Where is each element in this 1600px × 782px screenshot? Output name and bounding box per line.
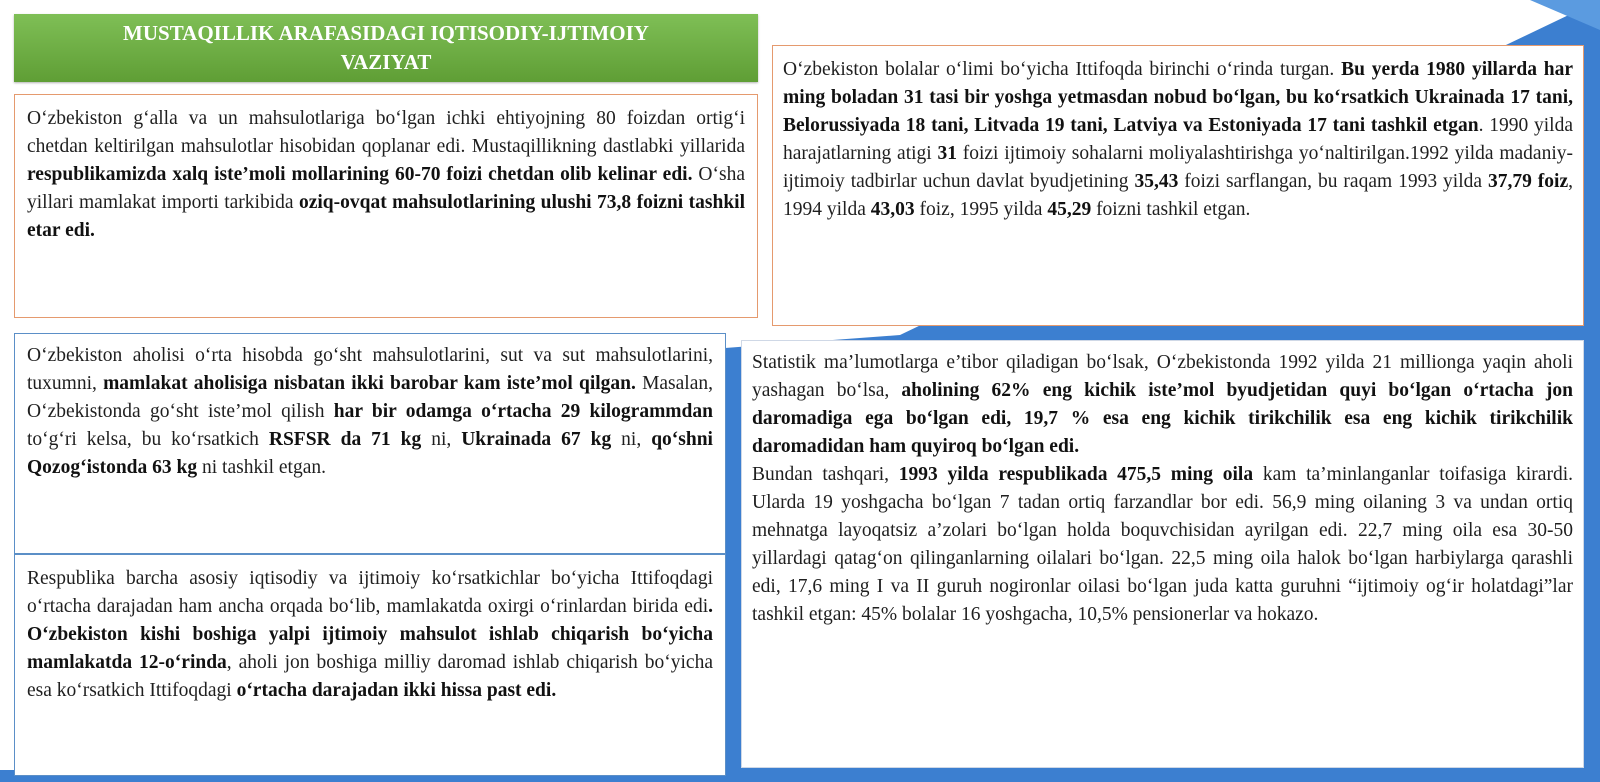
text-run: O‘zbekiston g‘alla va un mahsulotlariga bo‘lgan ichki ehtiyojning 80 foizdan ortig‘i chetdan keltirilgan mahsulotlar hisobidan qoplanar edi. Mustaqillikning dastlabki yillarida xyxy=(27,108,745,157)
statistics-paragraph-1 xyxy=(752,349,1573,461)
economic-indicators-textbox xyxy=(14,554,726,776)
bold-run: Ukrainada 67 kg xyxy=(461,429,612,450)
text-run: , 1994 yilda xyxy=(783,171,1573,220)
text-run: Bundan tashqari, xyxy=(752,464,899,485)
text-run: . 1990 yilda harajatlarning atigi xyxy=(783,115,1573,164)
bold-run: 35,43 xyxy=(1134,171,1179,192)
slide-title xyxy=(56,19,716,77)
bold-run: Bu yerda 1980 yillarda har ming boladan 31 tasi bir yoshga yetmasdan nobud bo‘lgan, bu ko‘rsatkich Ukrainada 17 tani, Belorussiyada 18 tani, Litvada 19 tani, Latviya va Estoniyada 17 tani tashkil etgan xyxy=(783,59,1573,136)
text-run: Statistik ma’lumotlarga e’tibor qiladigan bo‘lsak, O‘zbekistonda 1992 yilda 21 millionga yaqin aholi yashagan bo‘lsa, xyxy=(752,352,1573,401)
text-run: kam ta’minlanganlar toifasiga kirardi. Ularda 19 yoshgacha bo‘lgan 7 tadan ortiq farzandlar bor edi. 56,9 ming oilaning 3 va undan ortiq mehnatga layoqatsiz a’zolari bo‘lgan holda boquvchisidan ayrilgan edi. 22,7 ming oila esa 30-50 yillardagi qatag‘on qilinganlarning oilalari bo‘lgan. 22,5 ming oila halok bo‘lgan harbiylarga qarashli edi, 17,6 ming I va II guruh nogironlar oilasi bo‘lgan juda katta guruhni “ijtimoiy og‘ir holatdagi”lar tashkil etgan: 45% bolalar 16 yoshgacha, 10,5% pensionerlar va hokazo. xyxy=(752,464,1573,625)
bold-run: 45,29 xyxy=(1047,199,1092,220)
grain-import-textbox xyxy=(14,94,758,318)
grain-import-paragraph xyxy=(27,105,745,245)
bold-run: RSFSR da 71 kg xyxy=(268,429,422,450)
bold-run: respublikamizda xalq iste’moli mollarining 60-70 foizi chetdan olib kelinar edi. xyxy=(27,164,693,185)
text-run: foiz, 1995 yilda xyxy=(914,199,1048,220)
bold-run: 31 xyxy=(937,143,957,164)
child-mortality-textbox xyxy=(772,45,1584,326)
bold-run: 1993 yilda respublikada 475,5 ming oila xyxy=(898,464,1254,485)
text-run: O‘sha yillari mamlakat importi tarkibida xyxy=(27,164,745,213)
text-run: ni, xyxy=(611,429,652,450)
statistics-textbox xyxy=(741,340,1584,768)
text-run: ni tashkil etgan. xyxy=(197,457,327,478)
text-run: foizi sarflangan, bu raqam 1993 yilda xyxy=(1178,171,1488,192)
text-run: O‘zbekiston aholisi o‘rta hisobda go‘sht mahsulotlarini, sut va sut mahsulotlarini, tuxumni, xyxy=(27,345,713,394)
bold-run: mamlakat aholisiga nisbatan ikki barobar kam iste’mol qilgan. xyxy=(103,373,636,394)
bold-run: 37,79 foiz xyxy=(1487,171,1569,192)
bold-run: qo‘shni Qozog‘istonda 63 kg xyxy=(27,429,713,478)
slide-title-line1: MUSTAQILLIK ARAFASIDAGI IQTISODIY-IJTIMOIY xyxy=(123,21,649,45)
text-run: , aholi jon boshiga milliy daromad ishlab chiqarish bo‘yicha esa ko‘rsatkich Ittifoqdagi xyxy=(27,652,713,701)
text-run: foizi ijtimoiy sohalarni moliyalashtirishga yo‘naltirilgan.1992 yilda madaniy-ijtimoiy tadbirlar uchun davlat byudjetining xyxy=(783,143,1573,192)
bold-run: oziq-ovqat mahsulotlarining ulushi 73,8 foizni tashkil etar edi. xyxy=(27,192,745,241)
text-run: foizni tashkil etgan. xyxy=(1091,199,1251,220)
bold-run: . O‘zbekiston kishi boshiga yalpi ijtimoiy mahsulot ishlab chiqarish bo‘yicha mamlakatda 12-o‘rinda xyxy=(27,596,713,673)
statistics-paragraph-2 xyxy=(752,461,1573,629)
text-run: to‘g‘ri kelsa, bu ko‘rsatkich xyxy=(27,429,269,450)
text-run: Masalan, O‘zbekistonda go‘sht iste’mol qilish xyxy=(27,373,714,422)
meat-consumption-textbox xyxy=(14,333,726,554)
bold-run: o‘rtacha darajadan ikki hissa past edi. xyxy=(236,680,557,701)
text-run: Respublika barcha asosiy iqtisodiy va ijtimoiy ko‘rsatkichlar bo‘yicha Ittifoqdagi o‘rtacha darajadan ham ancha orqada bo‘lib, mamlakatda oxirgi o‘rinlardan birida edi xyxy=(27,568,713,617)
slide-title-banner xyxy=(14,14,758,82)
bold-run: aholining 62% eng kichik iste’mol byudjetidan quyi bo‘lgan o‘rtacha jon daromadiga ega bo‘lgan edi, 19,7 % esa eng kichik tirikchilik esa eng kichik tirikchilik daromadidan ham quyiroq bo‘lgan edi. xyxy=(752,380,1573,457)
economic-indicators-paragraph xyxy=(27,565,713,705)
bold-run: 43,03 xyxy=(870,199,915,220)
child-mortality-paragraph xyxy=(783,56,1573,224)
slide-title-line2: VAZIYAT xyxy=(340,50,432,74)
bold-run: har bir odamga o‘rtacha 29 kilogrammdan xyxy=(333,401,713,422)
text-run: ni, xyxy=(421,429,462,450)
meat-consumption-paragraph xyxy=(27,342,713,482)
text-run: O‘zbekiston bolalar o‘limi bo‘yicha Ittifoqda birinchi o‘rinda turgan. xyxy=(783,59,1342,80)
